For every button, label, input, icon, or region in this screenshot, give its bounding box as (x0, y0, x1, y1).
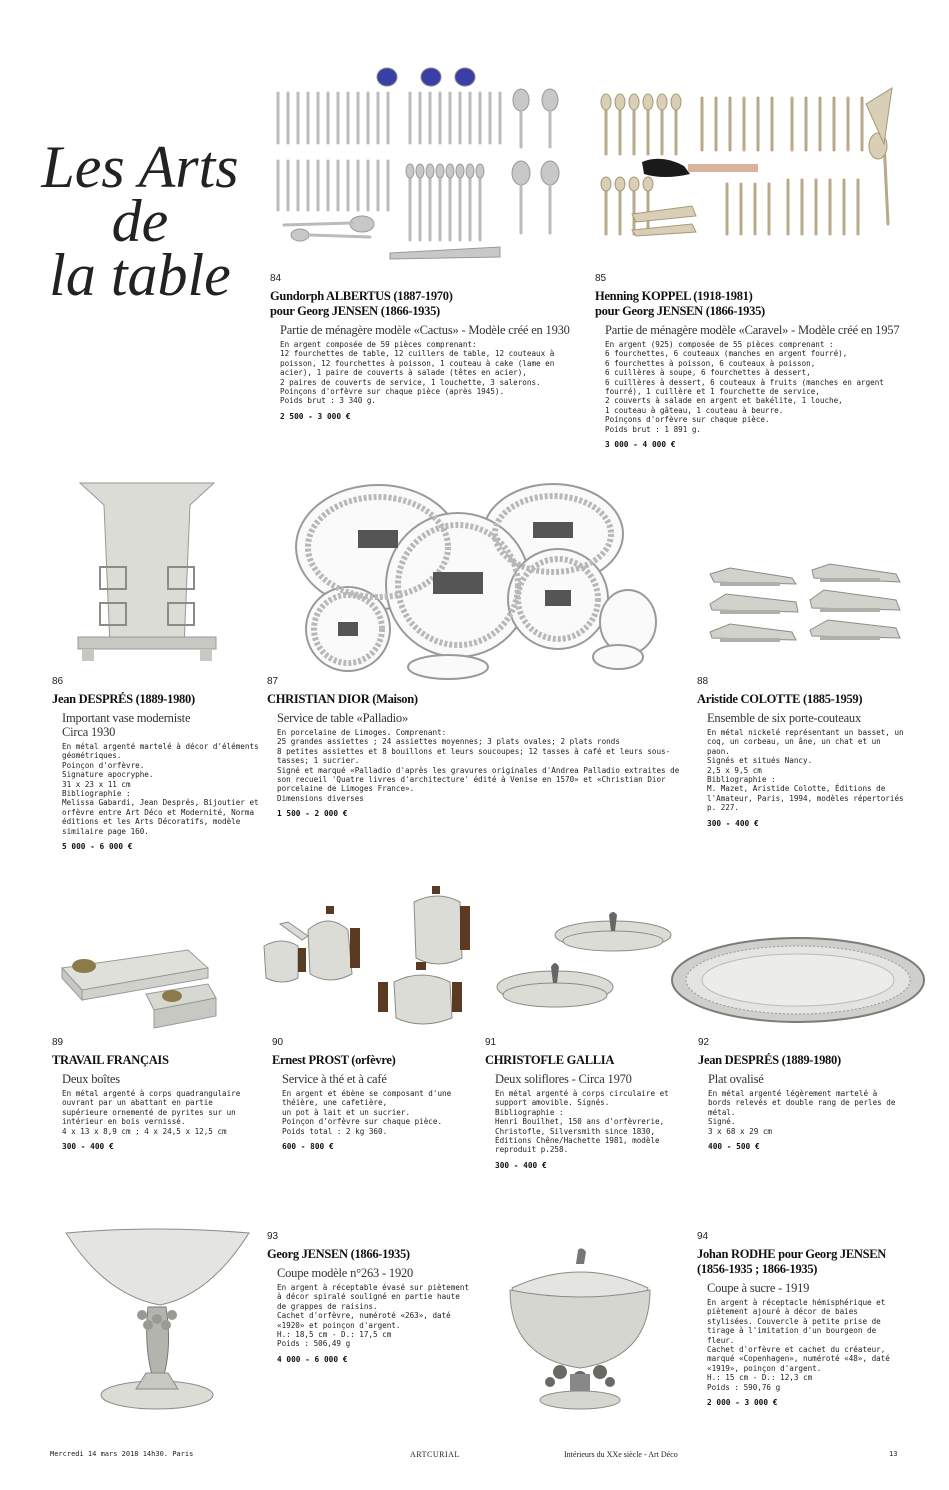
lot-94 (697, 1231, 902, 1407)
lot-name: Ernest PROST (orfèvre) (272, 1053, 396, 1067)
lot-subtitle: Deux boîtes (62, 1072, 120, 1086)
lot-subtitle: Service à thé et à café (282, 1072, 387, 1086)
lot-subtitle: Partie de ménagère modèle «Caravel» - Modèle créé en 1957 (605, 323, 900, 337)
page-title-line1: Les Arts (41, 134, 239, 200)
lot-87-image (283, 472, 688, 687)
bibliography-heading: Bibliographie : (62, 789, 131, 799)
lot-name: Henning KOPPEL (1918-1981) pour Georg JENSEN (1866-1935) (595, 289, 765, 318)
lot-94-image (500, 1248, 660, 1413)
lot-subtitle: Coupe à sucre - 1919 (707, 1281, 810, 1295)
lot-number: 91 (485, 1037, 497, 1048)
lot-name: Georg JENSEN (1866-1935) (267, 1247, 410, 1261)
lot-subtitle: Deux soliflores - Circa 1970 (495, 1072, 632, 1086)
lot-number: 84 (270, 273, 282, 284)
lot-subtitle: Important vase moderniste Circa 1930 (62, 711, 191, 739)
lot-description: En argent et ébène se composant d'une théière, une cafetière, un pot à lait et un sucrier. Poinçon d'orfèvre sur chaque pièce. Poids total : 2 kg 360. (282, 1089, 452, 1136)
lot-name: Jean DESPRÉS (1889-1980) (698, 1053, 841, 1067)
lot-85-image (592, 84, 897, 244)
lot-estimate: 600 - 800 € (282, 1142, 334, 1152)
lot-estimate: 5 000 - 6 000 € (62, 842, 133, 852)
lot-93-image (60, 1225, 255, 1425)
lot-subtitle: Plat ovalisé (708, 1072, 764, 1086)
lot-92-image (668, 935, 928, 1025)
page-number: 13 (889, 1450, 898, 1458)
footer-date: Mercredi 14 mars 2018 14h30. Paris (50, 1450, 194, 1458)
lot-estimate: 300 - 400 € (495, 1160, 547, 1170)
lot-subtitle: Ensemble de six porte-couteaux (707, 711, 862, 725)
bibliography-heading: Bibliographie : (707, 775, 776, 785)
lot-subtitle: Coupe modèle n°263 - 1920 (277, 1266, 414, 1280)
lot-estimate: 300 - 400 € (62, 1142, 114, 1152)
lot-number: 89 (52, 1037, 64, 1048)
lot-91-image (495, 905, 675, 1020)
lot-description: En métal argenté à corps circulaire et support amovible. Signés. (495, 1089, 669, 1108)
lot-subtitle: Partie de ménagère modèle «Cactus» - Modèle créé en 1930 (280, 323, 570, 337)
bibliography-text: Melissa Gabardi, Jean Després, Bijoutier et orfèvre entre Art Déco et Modernité, Norma éditions et les Arts Décoratifs, modèle similaire page 160. (62, 798, 259, 836)
lot-name: CHRISTOFLE GALLIA (485, 1053, 615, 1067)
lot-84 (270, 273, 585, 421)
lot-89-image (58, 938, 218, 1038)
lot-number: 87 (267, 676, 279, 687)
lot-name: CHRISTIAN DIOR (Maison) (267, 692, 418, 706)
bibliography-text: Henri Bouilhet, 150 ans d'orfèvrerie, Christofle, Silversmith since 1830, Éditions Chêne/Hachette 1981, modèle reproduit p.258. (495, 1117, 665, 1155)
lot-85 (595, 273, 905, 449)
lot-name: TRAVAIL FRANÇAIS (52, 1053, 169, 1067)
footer-section: Intérieurs du XXe siècle - Art Déco (564, 1450, 678, 1459)
lot-number: 88 (697, 676, 709, 687)
lot-number: 94 (697, 1231, 709, 1242)
lot-description: En métal argenté martelé à décor d'éléments géométriques. Poinçon d'orfèvre. Signature apocryphe. 31 x 23 x 11 cm (62, 742, 259, 789)
lot-86 (52, 676, 262, 851)
lot-number: 93 (267, 1231, 279, 1242)
lot-number: 85 (595, 273, 607, 284)
page-title-line2: de (111, 188, 169, 254)
lot-number: 92 (698, 1037, 710, 1048)
lot-name: Gundorph ALBERTUS (1887-1970) pour Georg JENSEN (1866-1935) (270, 289, 453, 318)
lot-89 (52, 1037, 252, 1151)
lot-90-image (262, 882, 477, 1037)
lot-86-image (72, 475, 222, 670)
lot-description: En argent à réceptable évasé sur piètement à décor spiralé souligné en partie haute de grappes de raisins. Cachet d'orfèvre, numéroté «263», daté «1920» et poinçon d'argent. H.: 18,5 cm - D.: 17,5 cm Poids : 506,49 g (277, 1283, 470, 1349)
bibliography-text: M. Mazet, Aristide Colotte, Éditions de l'Amateur, Paris, 1994, modèles répertoriés p. 227. (707, 784, 904, 813)
lot-name: Aristide COLOTTE (1885-1959) (697, 692, 863, 706)
lot-estimate: 4 000 - 6 000 € (277, 1354, 348, 1364)
lot-92 (698, 1037, 898, 1151)
lot-description: En métal nickelé représentant un basset, un coq, un corbeau, un âne, un chat et un paon. Signés et situés Nancy. 2,5 x 9,5 cm (707, 728, 904, 775)
lot-estimate: 300 - 400 € (707, 818, 759, 828)
page-title-line3: la table (49, 242, 231, 308)
lot-93 (267, 1231, 472, 1364)
lot-number: 90 (272, 1037, 284, 1048)
lot-88 (697, 676, 907, 828)
lot-description: En métal argenté légèrement martelé à bords relevés et double rang de perles de métal. Signé. 3 x 68 x 29 cm (708, 1089, 896, 1136)
lot-estimate: 1 500 - 2 000 € (277, 809, 348, 819)
lot-estimate: 3 000 - 4 000 € (605, 440, 676, 450)
lot-estimate: 2 500 - 3 000 € (280, 411, 351, 421)
lot-description: En argent à réceptacle hémisphérique et piètement ajouré à décor de baies stylisées. Couvercle à petite prise de tirage à l'imitation d'un bourgeon de fleur. Cachet d'orfèvre et cachet du créateur, marqué «Copenhagen», numéroté «48», daté «1919», poinçon d'argent. H.: 15 cm - D.: 12,3 cm Poids : 590,76 g (707, 1298, 890, 1392)
lot-91 (485, 1037, 685, 1170)
lot-88-image (700, 560, 915, 660)
lot-description: En métal argenté à corps quadrangulaire ouvrant par un abattant en partie supérieure ornementé de pyrites sur un intérieur en bois vernissé. 4 x 13 x 8,9 cm ; 4 x 24,5 x 12,5 cm (62, 1089, 241, 1136)
lot-subtitle: Service de table «Palladio» (277, 711, 409, 725)
footer-brand: ARTCURIAL (410, 1450, 460, 1459)
page-title (40, 134, 240, 308)
lot-84-image (270, 65, 575, 260)
lot-name: Johan RODHE pour Georg JENSEN (1856-1935 ; 1866-1935) (697, 1247, 887, 1276)
lot-description: En argent (925) composée de 55 pièces comprenant : 6 fourchettes, 6 couteaux (manches en argent fourré), 6 fourchettes à poisson, 6 couteaux à poisson, 6 cuillères à soupe, 6 fourchettes à dessert, 6 cuillères à dessert, 6 couteaux à fruits (manches en argent fourré), 1 cuillère et 1 fourchette de service, 2 couverts à salade en argent et bakélite, 1 louche, 1 couteau à gâteau, 1 couteau à beurre. Poinçons d'orfèvre sur chaque pièce. Poids brut : 1 891 g. (605, 340, 884, 434)
bibliography-heading: Bibliographie : (495, 1107, 564, 1117)
lot-description: En argent composée de 59 pièces comprenant: 12 fourchettes de table, 12 cuillers de table, 12 couteaux à poisson, 12 fourchettes à poisson, 1 couteau à cake (lame en acier), 1 paire de couverts à salade (têtes en acier), 2 paires de couverts de service, 1 louchette, 3 salerons. Poinçons d'orfèvre sur chaque pièce (après 1945). Poids brut : 3 340 g. (280, 340, 555, 406)
lot-description: En porcelaine de Limoges. Comprenant: 25 grandes assiettes ; 24 assiettes moyennes; 3 plats ovales; 2 plats ronds 8 petites assiettes et 8 bouillons et leurs soucoupes; 12 tasses à café et leurs sous-tasses; 1 sucrier. Signé et marqué «Palladio d'après les gravures originales d'Andrea Palladio extraites de son recueil 'Quatre livres d'architecture' édité à Venise en 1570» et «Christian Dior porcelaine de Limoges France». Dimensions diverses (277, 728, 680, 803)
lot-number: 86 (52, 676, 64, 687)
lot-estimate: 2 000 - 3 000 € (707, 1398, 778, 1408)
lot-name: Jean DESPRÉS (1889-1980) (52, 692, 195, 706)
lot-87 (267, 676, 687, 818)
lot-90 (272, 1037, 477, 1151)
lot-estimate: 400 - 500 € (708, 1142, 760, 1152)
